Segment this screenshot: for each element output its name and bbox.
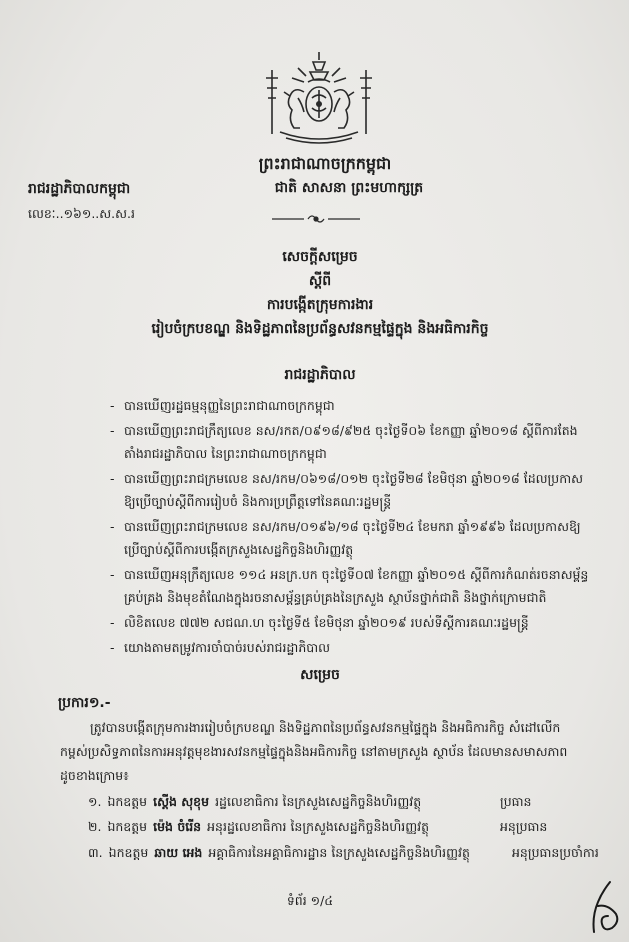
government-label: រាជរដ្ឋាភិបាលកម្ពុជា	[28, 181, 131, 197]
article-paragraph-line: ត្រូវបានបង្កើតក្រុមការងាររៀបចំក្របខណ្ឌ និងទិដ្ឋភាពនៃប្រព័ន្ធសវនកម្មផ្ទៃក្នុង និងអធិការកិច្ច សំដៅលើក	[90, 720, 561, 735]
member-row	[88, 791, 508, 813]
consideration-line: បានឃើញព្រះរាជក្រឹត្យលេខ នស/រកត/០៩១៨/៩២៥ ចុះថ្ងៃទី០៦ ខែកញ្ញា ឆ្នាំ២០១៨ ស្តីពីការតែង	[124, 423, 578, 438]
member-position: អនុរដ្ឋលេខាធិការ នៃក្រសួងសេដ្ឋកិច្ចនិងហិរញ្ញវត្ថុ	[207, 819, 430, 834]
consideration-line: យោងតាមតម្រូវការចាំបាច់របស់រាជរដ្ឋាភិបាល	[124, 640, 331, 655]
member-role: អនុប្រធានប្រចាំការ	[512, 845, 599, 860]
member-index: ១.	[88, 794, 102, 809]
motto: ជាតិ សាសនា ព្រះមហាក្សត្រ	[274, 180, 424, 196]
article-1-heading: ប្រការ១.-	[58, 695, 111, 711]
title-line-2: រៀបចំក្របខណ្ឌ និងទិដ្ឋភាពនៃប្រព័ន្ធសវនកម្មផ្ទៃក្នុង និងអធិការកិច្ច	[151, 321, 489, 337]
article-paragraph-line: កម្ពស់ប្រសិទ្ធភាពនៃការអនុវត្តមុខងារសវនកម្មផ្ទៃក្នុងនិងអធិការកិច្ច នៅតាមក្រសួង ស្ថាប័ន ដែលមានសមាសភាព	[60, 744, 568, 759]
bullet-dash: -	[110, 567, 115, 582]
consideration-line: បានឃើញព្រះរាជក្រមលេខ នស/រកម/០៦១៨/០១២ ចុះថ្ងៃទី២៨ ខែមិថុនា ឆ្នាំ២០១៨ ដែលប្រកាស	[124, 471, 584, 486]
bullet-dash: -	[110, 423, 115, 438]
title-on: ស្តីពី	[308, 273, 332, 289]
member-role: អនុប្រធាន	[500, 819, 548, 834]
member-index: ៣.	[88, 845, 103, 860]
consideration-line: បានឃើញព្រះរាជក្រមលេខ នស/រកម/០១៩៦/១៨ ចុះថ្ងៃទី២៤ ខែមករា ឆ្នាំ១៩៩៦ ដែលប្រកាសឱ្យ	[124, 519, 581, 534]
bullet-dash: -	[110, 398, 115, 413]
bullet-dash: -	[110, 640, 115, 655]
member-name: ស្តើង សុខុម	[153, 794, 210, 809]
member-name: ឆាយ អេង	[154, 845, 203, 860]
signature-mark	[586, 876, 624, 936]
decision-title: សេចក្តីសម្រេច	[282, 249, 358, 265]
member-role: ប្រធាន	[500, 794, 532, 809]
consideration-line: បានឃើញអនុក្រឹត្យលេខ ១១៤ អនក្រ.បក ចុះថ្ងៃទី០៧ ខែកញ្ញា ឆ្នាំ២០១៥ ស្តីពីការកំណត់រចនាសម្ព័ន្ធ	[124, 567, 589, 582]
member-row	[88, 842, 508, 864]
member-honorific: ឯកឧត្តម	[108, 845, 149, 860]
member-position: អគ្គាធិការនៃអគ្គាធិការដ្ឋាន នៃក្រសួងសេដ្ឋកិច្ចនិងហិរញ្ញវត្ថុ	[208, 845, 470, 860]
page-number: ទំព័រ ១/៤	[286, 893, 334, 908]
document-number: លេខៈ..១៦១..ស.ស.រ	[28, 206, 136, 221]
decides-heading: សម្រេច	[300, 667, 340, 683]
consideration-line: ប្រើច្បាប់ស្តីពីការបង្កើតក្រសួងសេដ្ឋកិច្ចនិងហិរញ្ញវត្ថុ	[124, 542, 354, 557]
consideration-line: លិខិតលេខ ៧៧២ សជណ.ហ ចុះថ្ងៃទី៥ ខែមិថុនា ឆ្នាំ២០១៩ របស់ទីស្តីការគណៈរដ្ឋមន្ត្រី	[124, 615, 529, 630]
authority-heading: រាជរដ្ឋាភិបាល	[284, 367, 356, 383]
bullet-dash: -	[110, 615, 115, 630]
ornament-divider	[268, 212, 364, 226]
consideration-line: តាំងរាជរដ្ឋាភិបាល នៃព្រះរាជាណាចក្រកម្ពុជា	[124, 446, 327, 461]
member-row	[88, 816, 508, 838]
consideration-line: គ្រប់គ្រង និងមុខតំណែងក្នុងរចនាសម្ព័ន្ធគ្រប់គ្រងនៃក្រសួង ស្ថាប័នថ្នាក់ជាតិ និងថ្នាក់ក្រោមជាតិ	[124, 590, 547, 605]
kingdom-heading: ព្រះរាជាណាចក្រកម្ពុជា	[258, 154, 392, 173]
bullet-dash: -	[110, 471, 115, 486]
member-honorific: ឯកឧត្តម	[107, 794, 148, 809]
article-paragraph-line: ដូចខាងក្រោម៖	[60, 768, 129, 783]
member-position: រដ្ឋលេខាធិការ នៃក្រសួងសេដ្ឋកិច្ចនិងហិរញ្ញវត្ថុ	[215, 794, 422, 809]
member-honorific: ឯកឧត្តម	[107, 819, 148, 834]
member-index: ២.	[88, 819, 102, 834]
consideration-line: បានឃើញរដ្ឋធម្មនុញ្ញនៃព្រះរាជាណាចក្រកម្ពុជា	[124, 398, 335, 413]
title-line-1: ការបង្កើតក្រុមការងារ	[266, 297, 374, 313]
bullet-dash: -	[110, 519, 115, 534]
royal-emblem	[258, 48, 380, 148]
consideration-line: ឱ្យប្រើច្បាប់ស្តីពីការរៀបចំ និងការប្រព្រឹត្តទៅនៃគណៈរដ្ឋមន្ត្រី	[124, 494, 392, 509]
member-name: ម៉េង ចំរើន	[153, 819, 202, 834]
